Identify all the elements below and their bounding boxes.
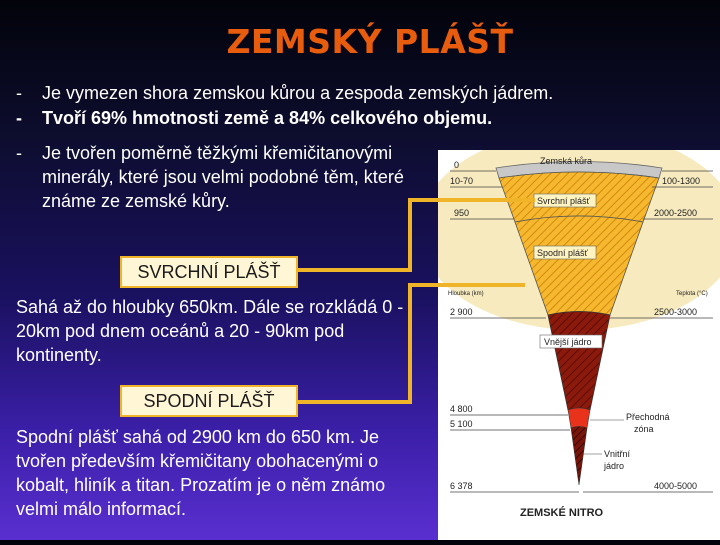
temp-lower-mantle: 2500-3000 [654,307,698,317]
outer-core-label: Vnější jádro [544,337,592,347]
inner-core-label-1: Vnitřní [604,449,631,459]
depth-5100: 5 100 [450,419,473,429]
bullet-dash: - [16,108,22,128]
lower-mantle-description: Spodní plášť sahá od 2900 km do 650 km. Je tvořen především křemičitany obohacenými o kobalt, hliník a titan. Prozatím je o něm známo velmi málo informací. [16,427,386,519]
bullet-boundaries [16,81,676,105]
earth-interior-diagram [438,150,720,540]
transition-label-1: Přechodná [626,412,670,422]
depth-0: 0 [454,160,460,170]
bullet-text: Tvoří 69% hmotnosti země a 84% celkového objemu. [42,108,493,128]
crust-label: Zemská kůra [540,156,593,166]
lower-mantle-diagram-label: Spodní plášť [537,248,588,258]
inner-core-layer [571,427,587,486]
inner-core-label-2: jádro [604,461,625,471]
bullet-text: Je tvořen poměrně těžkými křemičitanovými minerály, které jsou velmi podobné těm, které známe ze zemské kůry. [42,143,404,211]
temp-upper-mantle: 2000-2500 [654,208,698,218]
depth-6378: 6 378 [450,481,473,491]
depth-4800: 4 800 [450,404,473,414]
lower-mantle-label: SPODNÍ PLÁŠŤ [120,385,298,417]
bullet-dash: - [16,83,22,103]
upper-mantle-label: SVRCHNÍ PLÁŠŤ [120,256,298,288]
upper-mantle-diagram-label: Svrchní plášť [537,196,590,206]
transition-label-2: zóna [634,424,654,434]
earth-cross-section [438,150,720,540]
depth-header: Hloubka (km) [448,291,484,297]
bullet-mass-volume [16,106,676,130]
bullet-text: Je vymezen shora zemskou kůrou a zespoda zemských jádrem. [42,83,554,103]
temp-header: Teplota (°C) [676,291,708,297]
temp-crust: 100-1300 [662,176,701,186]
bullet-composition [16,141,426,241]
temp-core: 4000-5000 [654,481,698,491]
depth-crust: 10-70 [450,176,474,186]
diagram-footer: ZEMSKÉ NITRO [520,507,604,519]
depth-2900: 2 900 [450,307,473,317]
outer-core-layer [548,312,610,411]
transition-zone-layer [568,408,590,428]
page-title: ZEMSKÝ PLÁŠŤ [226,22,514,61]
depth-950: 950 [454,208,470,218]
upper-mantle-description: Sahá až do hloubky 650km. Dále se rozkládá 0 - 20km pod dnem oceánů a 20 - 90km pod kontinenty. [16,297,404,365]
bullet-dash: - [16,143,22,163]
